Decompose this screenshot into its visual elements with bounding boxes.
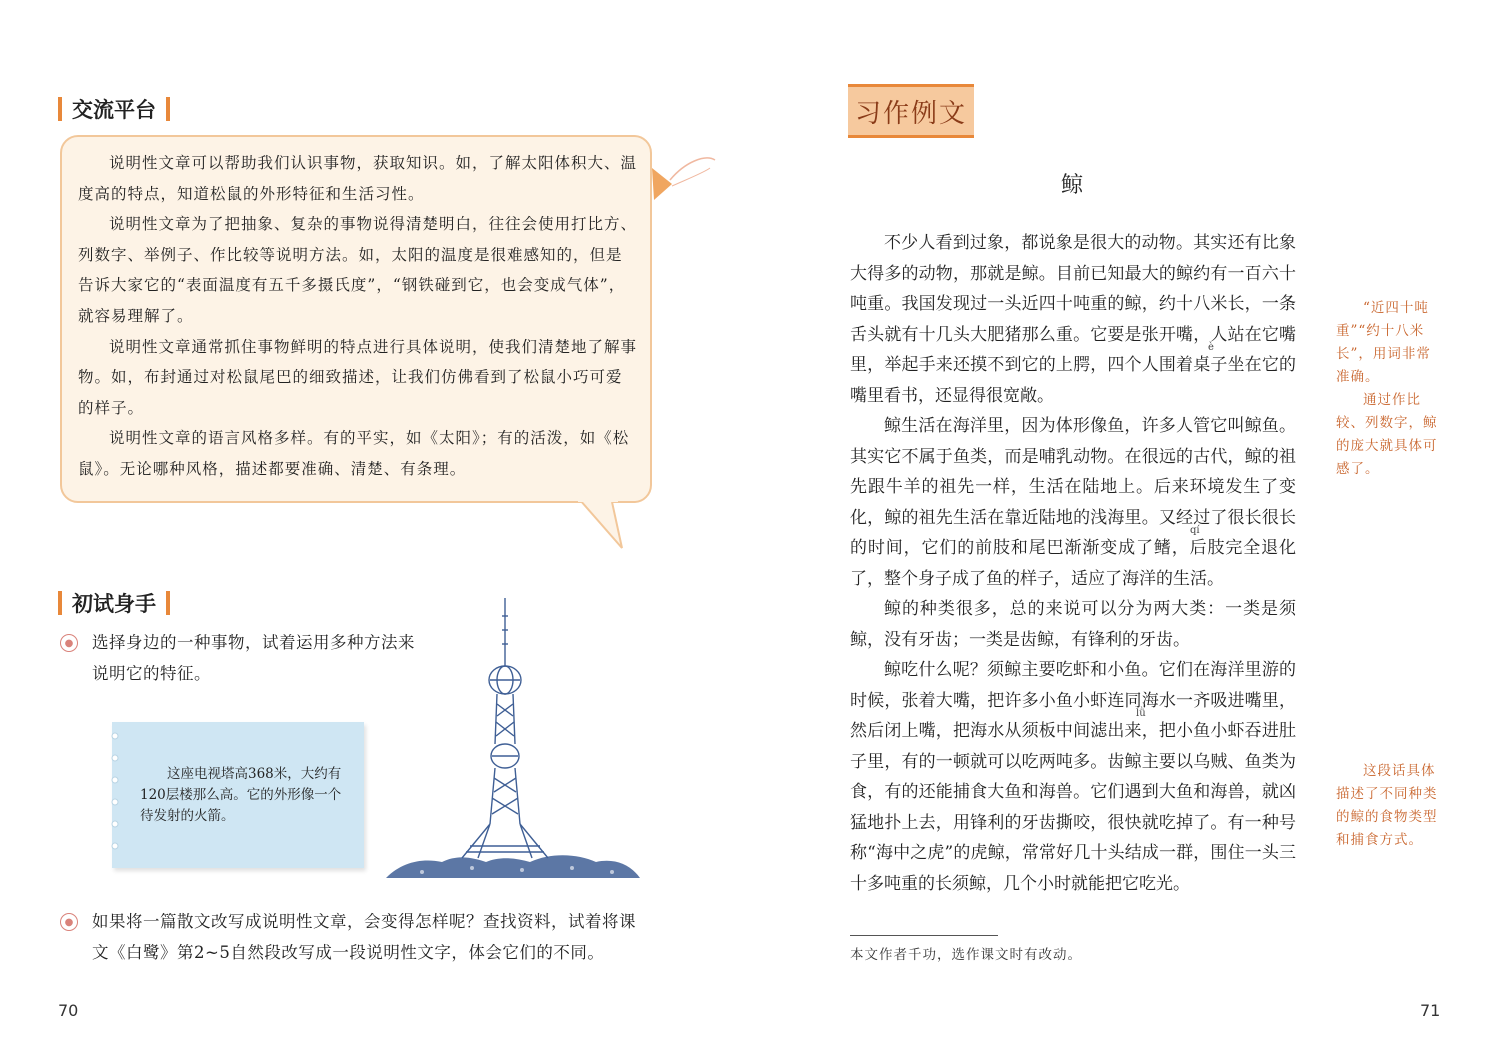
essay-paragraph: 鲸的种类很多，总的来说可以分为两大类：一类是须鲸，没有牙齿；一类是齿鲸，有锋利的牙齿。 [850,599,1296,650]
side-note-paragraph: 这段话具体描述了不同种类的鲸的食物类型和捕食方式。 [1336,763,1438,848]
essay-source: 本文作者千功，选作课文时有改动。 [850,947,1082,963]
exchange-text [78,148,638,485]
essay-paragraph: 鲸生活在海洋里，因为体形像鱼，许多人管它叫鲸鱼。其实它不属于鱼类，而是哺乳动物。在很远的古代，鲸的祖先跟牛羊的祖先一样，生活在陆地上。后来环境发生了变化，鲸的祖先生活在靠近陆地的浅海里。又经过了很长很长的时间，它们的前肢和尾巴渐渐变成了鳍，后肢完全退化了，整个身子成了鱼的样子，适应了海洋的生活。 [850,416,1296,589]
pinyin-e: è [1208,342,1214,353]
bubble-paragraph: 说明性文章可以帮助我们认识事物，获取知识。如，了解太阳体积大、温度高的特点，知道松鼠的外形特征和生活习性。 [78,154,638,203]
note-text: 这座电视塔高368米，大约有120层楼那么高。它的外形像一个待发射的火箭。 [140,766,342,824]
page-number-right: 71 [1420,1001,1441,1020]
task-2-line2: 文《白鹭》第2~5自然段改写成一段说明性文字，体会它们的不同。 [92,943,605,962]
source-divider [850,935,998,936]
example-essay-label: 习作例文 [848,84,974,138]
title-bar-left [58,97,62,121]
seal-icon: ● [60,913,78,931]
tv-tower-illustration [382,596,644,888]
bubble-paragraph: 说明性文章通常抓住事物鲜明的特点进行具体说明，使我们清楚地了解事物。如，布封通过对松鼠尾巴的细致描述，让我们仿佛看到了松鼠小巧可爱的样子。 [78,337,638,417]
pinyin-qi: qí [1190,525,1200,536]
side-note-1 [1336,297,1444,481]
task-2 [92,906,672,968]
essay-body [850,228,1296,899]
title-bar-right [166,591,170,615]
pinyin-lu: lǜ [1136,708,1146,719]
title-bar-right [166,97,170,121]
section-title-try [58,588,170,618]
page-number-left: 70 [58,1001,79,1020]
side-note-2 [1336,760,1444,852]
task-1-line1: 选择身边的一种事物，试着运用多种方法来 [92,633,415,652]
section-title-exchange [58,94,170,124]
bubble-paragraph: 说明性文章的语言风格多样。有的平实，如《太阳》；有的活泼，如《松鼠》。无论哪种风格，描述都要准确、清楚、有条理。 [78,429,630,478]
essay-title: 鲸 [1060,173,1083,198]
section-title-text: 交流平台 [72,98,156,122]
essay-paragraph: 不少人看到过象，都说象是很大的动物。其实还有比象大得多的动物，那就是鲸。目前已知最大的鲸约有一百六十吨重。我国发现过一头近四十吨重的鲸，约十八米长，一条舌头就有十几头大肥猪那么重。它要是张开嘴，人站在它嘴里，举起手来还摸不到它的上腭，四个人围着桌子坐在它的嘴里看书，还显得很宽敞。 [850,233,1296,406]
seal-icon: ● [60,634,78,652]
side-note-paragraph: 通过作比较、列数字，鲸的庞大就具体可感了。 [1336,392,1438,477]
essay-paragraph: 鲸吃什么呢？须鲸主要吃虾和小鱼。它们在海洋里游的时候，张着大嘴，把许多小鱼小虾连同海水一齐吸进嘴里，然后闭上嘴，把海水从须板中间滤出来，把小鱼小虾吞进肚子里，有的一顿就可以吃两吨多。齿鲸主要以乌贼、鱼类为食，有的还能捕食大鱼和海兽。它们遇到大鱼和海兽，就凶猛地扑上去，用锋利的牙齿撕咬，很快就吃掉了。有一种号称“海中之虎”的虎鲸，常常好几十头结成一群，围住一头三十多吨重的长须鲸，几个小时就能把它吃光。 [850,660,1296,894]
task-2-line1: 如果将一篇散文改写成说明性文章，会变得怎样呢？查找资料，试着将课 [92,912,636,931]
bubble-paragraph: 说明性文章为了把抽象、复杂的事物说得清楚明白，往往会使用打比方、列数字、举例子、作比较等说明方法。如，太阳的温度是很难感知的，但是告诉大家它的“表面温度有五千多摄氏度”，“钢铁碰到它，也会变成气体”，就容易理解了。 [78,215,638,325]
bubble-ribbon-icon [652,168,672,200]
note-binding-holes [108,726,122,866]
task-1-line2: 说明它的特征。 [92,664,211,683]
title-bar-left [58,591,62,615]
side-note-paragraph: “近四十吨重”“约十八米长”，用词非常准确。 [1336,300,1431,385]
section-title-text: 初试身手 [72,592,156,616]
